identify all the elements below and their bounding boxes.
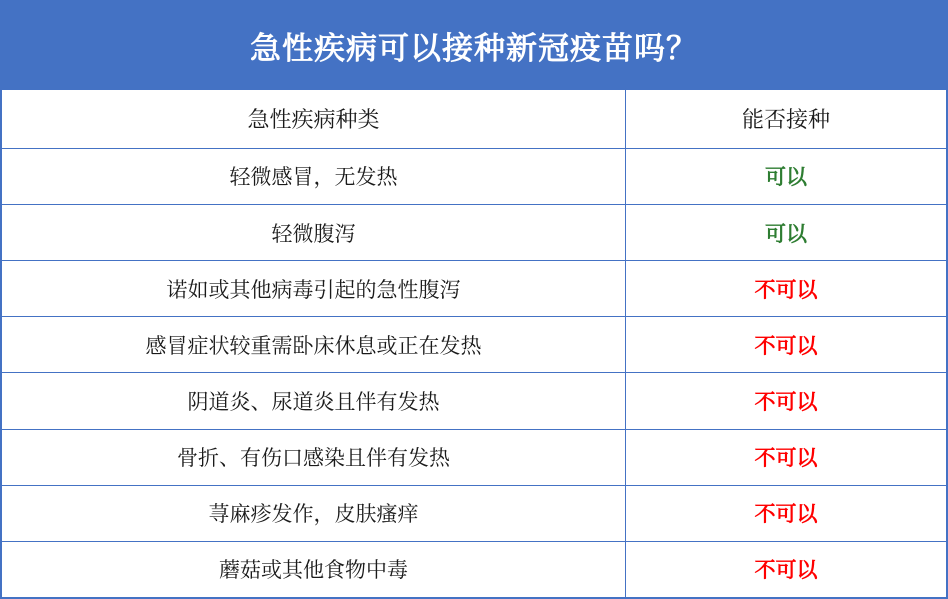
disease-name: 轻微感冒，无发热	[2, 149, 626, 204]
disease-name: 诺如或其他病毒引起的急性腹泻	[2, 261, 626, 316]
table-row	[2, 317, 946, 373]
disease-name: 阴道炎、尿道炎且伴有发热	[2, 373, 626, 428]
table-row	[2, 486, 946, 542]
table-row	[2, 149, 946, 205]
answer-value: 不可以	[754, 503, 818, 527]
table-header-row	[2, 90, 946, 149]
answer-value: 不可以	[754, 447, 818, 471]
column-header-disease: 急性疾病种类	[2, 90, 626, 148]
table-row	[2, 542, 946, 597]
disease-name: 轻微腹泻	[2, 205, 626, 260]
disease-name: 荨麻疹发作，皮肤瘙痒	[2, 486, 626, 541]
disease-name: 骨折、有伤口感染且伴有发热	[2, 430, 626, 485]
page-title: 急性疾病可以接种新冠疫苗吗？	[250, 30, 698, 66]
table-row	[2, 430, 946, 486]
answer-value: 可以	[765, 166, 807, 190]
title-bar	[0, 0, 948, 90]
vaccination-table	[0, 90, 948, 599]
answer-value: 不可以	[754, 391, 818, 415]
answer-value: 不可以	[754, 334, 818, 358]
answer-value: 可以	[765, 222, 807, 246]
disease-name: 蘑菇或其他食物中毒	[2, 542, 626, 597]
answer-value: 不可以	[754, 559, 818, 583]
table-row	[2, 261, 946, 317]
table-row	[2, 205, 946, 261]
disease-name: 感冒症状较重需卧床休息或正在发热	[2, 317, 626, 372]
column-header-answer: 能否接种	[741, 107, 830, 133]
table-row	[2, 373, 946, 429]
answer-value: 不可以	[754, 278, 818, 302]
